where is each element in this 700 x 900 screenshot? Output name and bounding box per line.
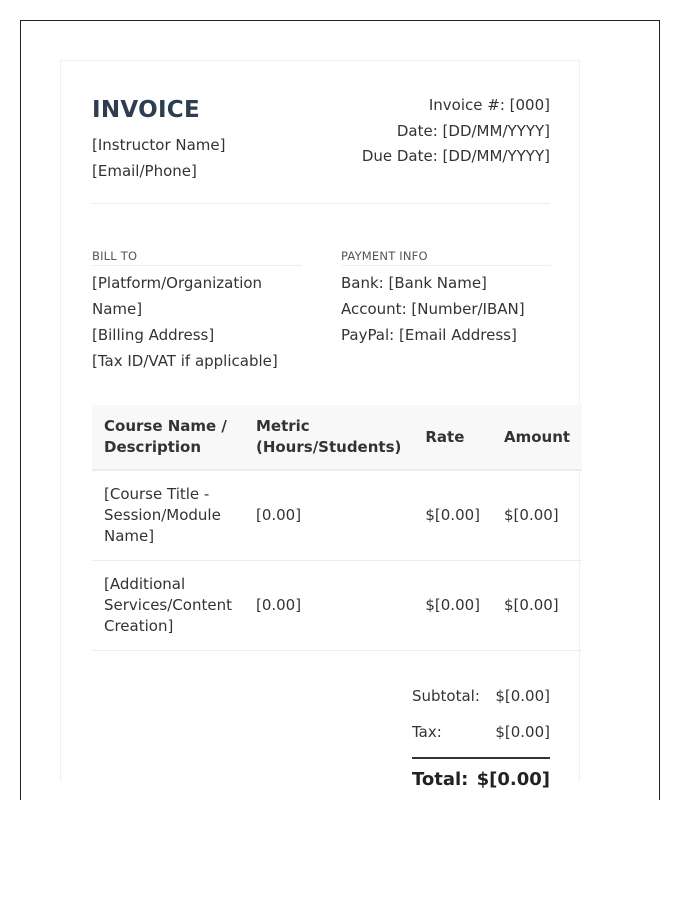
table-cell: $[0.00] bbox=[504, 596, 559, 614]
payment-line: PayPal: [Email Address] bbox=[341, 326, 517, 344]
subtotal-value: $[0.00] bbox=[495, 687, 550, 705]
table-cell: [Additional Services/Content Creation] bbox=[104, 575, 232, 635]
table-row bbox=[92, 561, 582, 651]
invoice-meta bbox=[362, 93, 550, 170]
payment-info-section bbox=[341, 249, 551, 348]
totals-block bbox=[412, 685, 550, 790]
table-cell: $[0.00] bbox=[425, 596, 481, 614]
invoice-header bbox=[92, 85, 550, 204]
table-cell: [Course Title - Session/Module Name] bbox=[104, 485, 221, 545]
line-items-table bbox=[92, 405, 582, 651]
total-value: $[0.00] bbox=[476, 769, 550, 790]
subtotal-label: Subtotal: bbox=[412, 687, 480, 705]
bill-to-line: [Tax ID/VAT if applicable] bbox=[92, 352, 278, 370]
invoice-due-date: Due Date: [DD/MM/YYYY] bbox=[361, 147, 550, 165]
bill-to-heading: BILL TO bbox=[92, 249, 302, 266]
instructor-contact: [Email/Phone] bbox=[92, 162, 197, 180]
total-row bbox=[412, 769, 550, 790]
invoice-title: INVOICE bbox=[92, 97, 201, 123]
table-cell: $[0.00] bbox=[425, 506, 481, 524]
invoice-paper bbox=[60, 60, 580, 790]
column-header: Metric (Hours/Students) bbox=[255, 417, 402, 456]
table-row bbox=[92, 470, 582, 561]
bill-to-line: Name] bbox=[92, 300, 143, 318]
tax-row bbox=[412, 721, 550, 757]
instructor-info bbox=[92, 132, 226, 184]
payment-line: Bank: [Bank Name] bbox=[341, 274, 487, 292]
total-label: Total: bbox=[412, 769, 469, 790]
table-cell: [0.00] bbox=[255, 596, 302, 614]
bill-to-line: [Platform/Organization bbox=[92, 274, 263, 292]
payment-line: Account: [Number/IBAN] bbox=[341, 300, 525, 318]
table-cell: $[0.00] bbox=[504, 506, 559, 524]
payment-info-heading: PAYMENT INFO bbox=[341, 249, 551, 266]
bill-to-section bbox=[92, 249, 302, 374]
tax-label: Tax: bbox=[412, 723, 442, 741]
payment-info-body bbox=[341, 270, 551, 348]
invoice-number: Invoice #: [000] bbox=[428, 96, 550, 114]
table-header-row bbox=[92, 405, 582, 470]
table-cell: [0.00] bbox=[255, 506, 302, 524]
invoice-content bbox=[92, 85, 571, 790]
column-header: Course Name / Description bbox=[104, 417, 227, 456]
total-divider bbox=[412, 757, 550, 790]
subtotal-row bbox=[412, 685, 550, 721]
bill-to-line: [Billing Address] bbox=[92, 326, 215, 344]
tax-value: $[0.00] bbox=[495, 723, 550, 741]
bill-to-body bbox=[92, 270, 302, 374]
instructor-name: [Instructor Name] bbox=[92, 136, 226, 154]
column-header: Amount bbox=[504, 427, 571, 446]
column-header: Rate bbox=[425, 427, 465, 446]
invoice-date: Date: [DD/MM/YYYY] bbox=[396, 121, 550, 140]
